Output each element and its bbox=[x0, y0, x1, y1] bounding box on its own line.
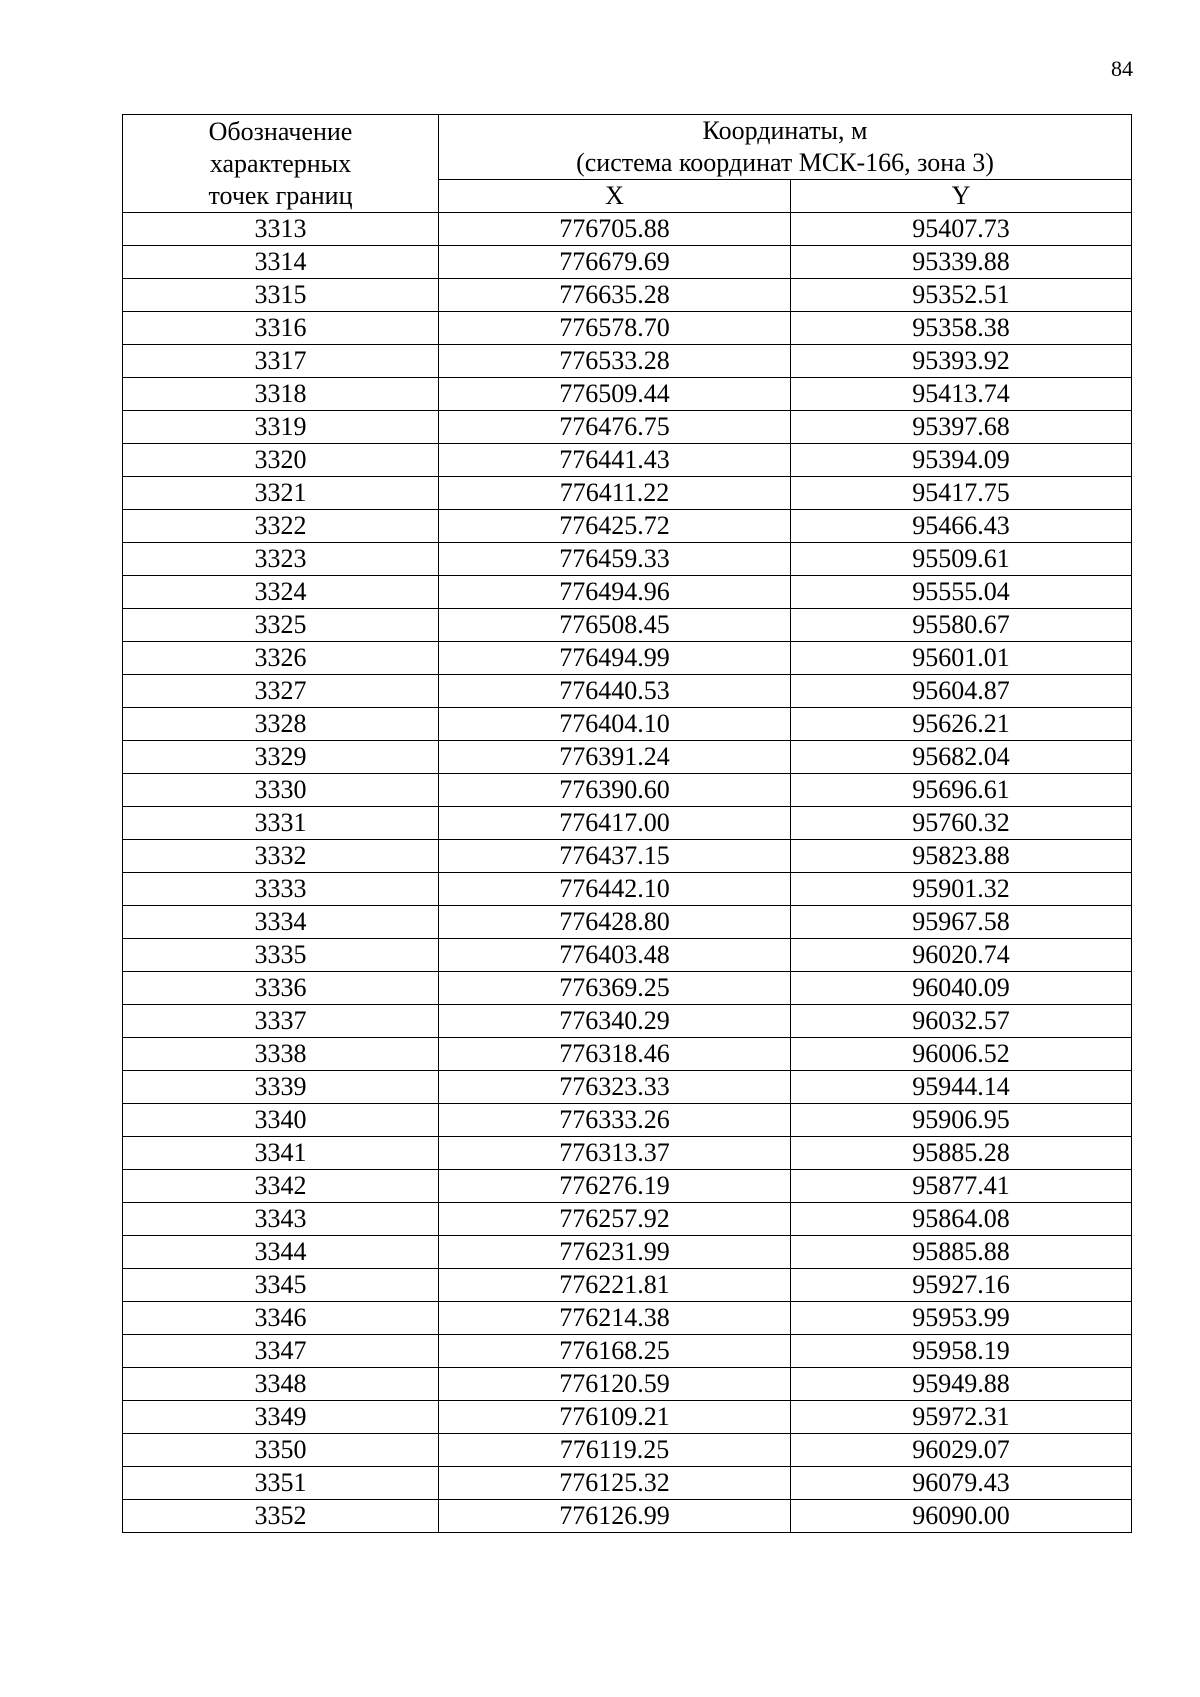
point-cell: 3316 bbox=[123, 312, 439, 345]
x-coordinate-cell: 776257.92 bbox=[439, 1203, 791, 1236]
point-cell: 3334 bbox=[123, 906, 439, 939]
y-coordinate-cell: 95397.68 bbox=[791, 411, 1132, 444]
point-cell: 3323 bbox=[123, 543, 439, 576]
x-coordinate-cell: 776442.10 bbox=[439, 873, 791, 906]
y-coordinate-cell: 95901.32 bbox=[791, 873, 1132, 906]
y-coordinate-cell: 95509.61 bbox=[791, 543, 1132, 576]
point-cell: 3321 bbox=[123, 477, 439, 510]
table-row bbox=[123, 1071, 1132, 1104]
point-cell: 3336 bbox=[123, 972, 439, 1005]
point-cell: 3335 bbox=[123, 939, 439, 972]
point-cell: 3341 bbox=[123, 1137, 439, 1170]
table-row bbox=[123, 906, 1132, 939]
point-cell: 3342 bbox=[123, 1170, 439, 1203]
table-row bbox=[123, 1038, 1132, 1071]
table-row bbox=[123, 312, 1132, 345]
y-coordinate-cell: 95393.92 bbox=[791, 345, 1132, 378]
y-coordinate-cell: 95972.31 bbox=[791, 1401, 1132, 1434]
table-header bbox=[123, 115, 1132, 213]
x-coordinate-cell: 776313.37 bbox=[439, 1137, 791, 1170]
x-coordinate-cell: 776391.24 bbox=[439, 741, 791, 774]
point-cell: 3347 bbox=[123, 1335, 439, 1368]
y-coordinate-cell: 95696.61 bbox=[791, 774, 1132, 807]
table-body bbox=[123, 213, 1132, 1533]
y-coordinate-cell: 96020.74 bbox=[791, 939, 1132, 972]
table-row bbox=[123, 1401, 1132, 1434]
table-row bbox=[123, 279, 1132, 312]
x-coordinate-cell: 776119.25 bbox=[439, 1434, 791, 1467]
y-column-header: Y bbox=[791, 180, 1132, 213]
x-coordinate-cell: 776476.75 bbox=[439, 411, 791, 444]
x-coordinate-cell: 776390.60 bbox=[439, 774, 791, 807]
x-coordinate-cell: 776437.15 bbox=[439, 840, 791, 873]
y-coordinate-cell: 95413.74 bbox=[791, 378, 1132, 411]
y-coordinate-cell: 96032.57 bbox=[791, 1005, 1132, 1038]
y-coordinate-cell: 95953.99 bbox=[791, 1302, 1132, 1335]
y-coordinate-cell: 95358.38 bbox=[791, 312, 1132, 345]
point-cell: 3317 bbox=[123, 345, 439, 378]
point-cell: 3345 bbox=[123, 1269, 439, 1302]
y-coordinate-cell: 95958.19 bbox=[791, 1335, 1132, 1368]
x-coordinate-cell: 776404.10 bbox=[439, 708, 791, 741]
table-row bbox=[123, 1137, 1132, 1170]
x-coordinate-cell: 776231.99 bbox=[439, 1236, 791, 1269]
y-coordinate-cell: 95626.21 bbox=[791, 708, 1132, 741]
y-coordinate-cell: 95394.09 bbox=[791, 444, 1132, 477]
table-row bbox=[123, 1203, 1132, 1236]
coordinates-header bbox=[439, 115, 1132, 180]
x-coordinate-cell: 776109.21 bbox=[439, 1401, 791, 1434]
table-row bbox=[123, 972, 1132, 1005]
x-coordinate-cell: 776333.26 bbox=[439, 1104, 791, 1137]
x-coordinate-cell: 776125.32 bbox=[439, 1467, 791, 1500]
x-coordinate-cell: 776369.25 bbox=[439, 972, 791, 1005]
y-coordinate-cell: 95967.58 bbox=[791, 906, 1132, 939]
y-coordinate-cell: 95604.87 bbox=[791, 675, 1132, 708]
y-coordinate-cell: 96090.00 bbox=[791, 1500, 1132, 1533]
point-cell: 3331 bbox=[123, 807, 439, 840]
x-coordinate-cell: 776508.45 bbox=[439, 609, 791, 642]
table-row bbox=[123, 807, 1132, 840]
y-coordinate-cell: 95885.88 bbox=[791, 1236, 1132, 1269]
y-coordinate-cell: 95580.67 bbox=[791, 609, 1132, 642]
x-coordinate-cell: 776340.29 bbox=[439, 1005, 791, 1038]
point-cell: 3340 bbox=[123, 1104, 439, 1137]
point-cell: 3337 bbox=[123, 1005, 439, 1038]
x-coordinate-cell: 776403.48 bbox=[439, 939, 791, 972]
point-cell: 3313 bbox=[123, 213, 439, 246]
table-row bbox=[123, 1170, 1132, 1203]
page-number: 84 bbox=[1111, 56, 1133, 81]
y-coordinate-cell: 95949.88 bbox=[791, 1368, 1132, 1401]
y-coordinate-cell: 96040.09 bbox=[791, 972, 1132, 1005]
point-cell: 3315 bbox=[123, 279, 439, 312]
table-row bbox=[123, 1302, 1132, 1335]
y-coordinate-cell: 95407.73 bbox=[791, 213, 1132, 246]
table-row bbox=[123, 609, 1132, 642]
y-coordinate-cell: 95760.32 bbox=[791, 807, 1132, 840]
table-row bbox=[123, 1467, 1132, 1500]
x-coordinate-cell: 776533.28 bbox=[439, 345, 791, 378]
table-row bbox=[123, 741, 1132, 774]
x-coordinate-cell: 776120.59 bbox=[439, 1368, 791, 1401]
point-cell: 3314 bbox=[123, 246, 439, 279]
table-row bbox=[123, 1236, 1132, 1269]
point-cell: 3320 bbox=[123, 444, 439, 477]
table-row bbox=[123, 939, 1132, 972]
point-cell: 3322 bbox=[123, 510, 439, 543]
table-row bbox=[123, 576, 1132, 609]
x-coordinate-cell: 776214.38 bbox=[439, 1302, 791, 1335]
x-coordinate-cell: 776578.70 bbox=[439, 312, 791, 345]
x-coordinate-cell: 776459.33 bbox=[439, 543, 791, 576]
point-cell: 3352 bbox=[123, 1500, 439, 1533]
table-row bbox=[123, 1005, 1132, 1038]
y-coordinate-cell: 95417.75 bbox=[791, 477, 1132, 510]
y-coordinate-cell: 95864.08 bbox=[791, 1203, 1132, 1236]
table-row bbox=[123, 1104, 1132, 1137]
table-row bbox=[123, 246, 1132, 279]
table-row bbox=[123, 543, 1132, 576]
table-row bbox=[123, 477, 1132, 510]
point-header-line: Обозначение bbox=[208, 116, 353, 146]
point-cell: 3330 bbox=[123, 774, 439, 807]
y-coordinate-cell: 95823.88 bbox=[791, 840, 1132, 873]
y-coordinate-cell: 96006.52 bbox=[791, 1038, 1132, 1071]
table-row bbox=[123, 1500, 1132, 1533]
x-coordinate-cell: 776221.81 bbox=[439, 1269, 791, 1302]
point-cell: 3325 bbox=[123, 609, 439, 642]
y-coordinate-cell: 95927.16 bbox=[791, 1269, 1132, 1302]
table-row bbox=[123, 1434, 1132, 1467]
table-row bbox=[123, 1368, 1132, 1401]
x-coordinate-cell: 776494.96 bbox=[439, 576, 791, 609]
x-coordinate-cell: 776428.80 bbox=[439, 906, 791, 939]
x-coordinate-cell: 776705.88 bbox=[439, 213, 791, 246]
table-row bbox=[123, 675, 1132, 708]
point-cell: 3318 bbox=[123, 378, 439, 411]
x-coordinate-cell: 776318.46 bbox=[439, 1038, 791, 1071]
coordinates-header-line: (система координат МСК-166, зона 3) bbox=[576, 148, 994, 177]
x-coordinate-cell: 776276.19 bbox=[439, 1170, 791, 1203]
point-cell: 3329 bbox=[123, 741, 439, 774]
point-cell: 3328 bbox=[123, 708, 439, 741]
x-coordinate-cell: 776411.22 bbox=[439, 477, 791, 510]
table-row bbox=[123, 345, 1132, 378]
x-coordinate-cell: 776417.00 bbox=[439, 807, 791, 840]
table-row bbox=[123, 1335, 1132, 1368]
table-row bbox=[123, 1269, 1132, 1302]
point-cell: 3339 bbox=[123, 1071, 439, 1104]
table-row bbox=[123, 213, 1132, 246]
point-cell: 3332 bbox=[123, 840, 439, 873]
point-header-line: характерных bbox=[209, 148, 352, 178]
x-coordinate-cell: 776494.99 bbox=[439, 642, 791, 675]
x-column-header: X bbox=[439, 180, 791, 213]
x-coordinate-cell: 776425.72 bbox=[439, 510, 791, 543]
point-cell: 3338 bbox=[123, 1038, 439, 1071]
table-row bbox=[123, 510, 1132, 543]
table-row bbox=[123, 840, 1132, 873]
point-cell: 3350 bbox=[123, 1434, 439, 1467]
point-cell: 3344 bbox=[123, 1236, 439, 1269]
point-cell: 3349 bbox=[123, 1401, 439, 1434]
point-designation-header bbox=[123, 115, 439, 213]
y-coordinate-cell: 95877.41 bbox=[791, 1170, 1132, 1203]
y-coordinate-cell: 96029.07 bbox=[791, 1434, 1132, 1467]
point-cell: 3327 bbox=[123, 675, 439, 708]
y-coordinate-cell: 95944.14 bbox=[791, 1071, 1132, 1104]
x-coordinate-cell: 776509.44 bbox=[439, 378, 791, 411]
table-row bbox=[123, 873, 1132, 906]
point-cell: 3346 bbox=[123, 1302, 439, 1335]
x-coordinate-cell: 776168.25 bbox=[439, 1335, 791, 1368]
table-row bbox=[123, 642, 1132, 675]
table-row bbox=[123, 378, 1132, 411]
table-row bbox=[123, 708, 1132, 741]
y-coordinate-cell: 95601.01 bbox=[791, 642, 1132, 675]
x-coordinate-cell: 776635.28 bbox=[439, 279, 791, 312]
y-coordinate-cell: 95906.95 bbox=[791, 1104, 1132, 1137]
y-coordinate-cell: 95682.04 bbox=[791, 741, 1132, 774]
x-coordinate-cell: 776441.43 bbox=[439, 444, 791, 477]
point-cell: 3348 bbox=[123, 1368, 439, 1401]
x-coordinate-cell: 776126.99 bbox=[439, 1500, 791, 1533]
x-coordinate-cell: 776323.33 bbox=[439, 1071, 791, 1104]
table-row bbox=[123, 774, 1132, 807]
point-cell: 3333 bbox=[123, 873, 439, 906]
point-cell: 3351 bbox=[123, 1467, 439, 1500]
point-header-line: точек границ bbox=[208, 180, 353, 210]
x-coordinate-cell: 776440.53 bbox=[439, 675, 791, 708]
y-coordinate-cell: 95352.51 bbox=[791, 279, 1132, 312]
y-coordinate-cell: 96079.43 bbox=[791, 1467, 1132, 1500]
y-coordinate-cell: 95466.43 bbox=[791, 510, 1132, 543]
y-coordinate-cell: 95339.88 bbox=[791, 246, 1132, 279]
point-cell: 3343 bbox=[123, 1203, 439, 1236]
coordinates-header-line: Координаты, м bbox=[702, 116, 868, 145]
table-row bbox=[123, 444, 1132, 477]
point-cell: 3319 bbox=[123, 411, 439, 444]
coordinates-table bbox=[122, 114, 1132, 1533]
table-row bbox=[123, 411, 1132, 444]
point-cell: 3324 bbox=[123, 576, 439, 609]
y-coordinate-cell: 95885.28 bbox=[791, 1137, 1132, 1170]
x-coordinate-cell: 776679.69 bbox=[439, 246, 791, 279]
y-coordinate-cell: 95555.04 bbox=[791, 576, 1132, 609]
point-cell: 3326 bbox=[123, 642, 439, 675]
